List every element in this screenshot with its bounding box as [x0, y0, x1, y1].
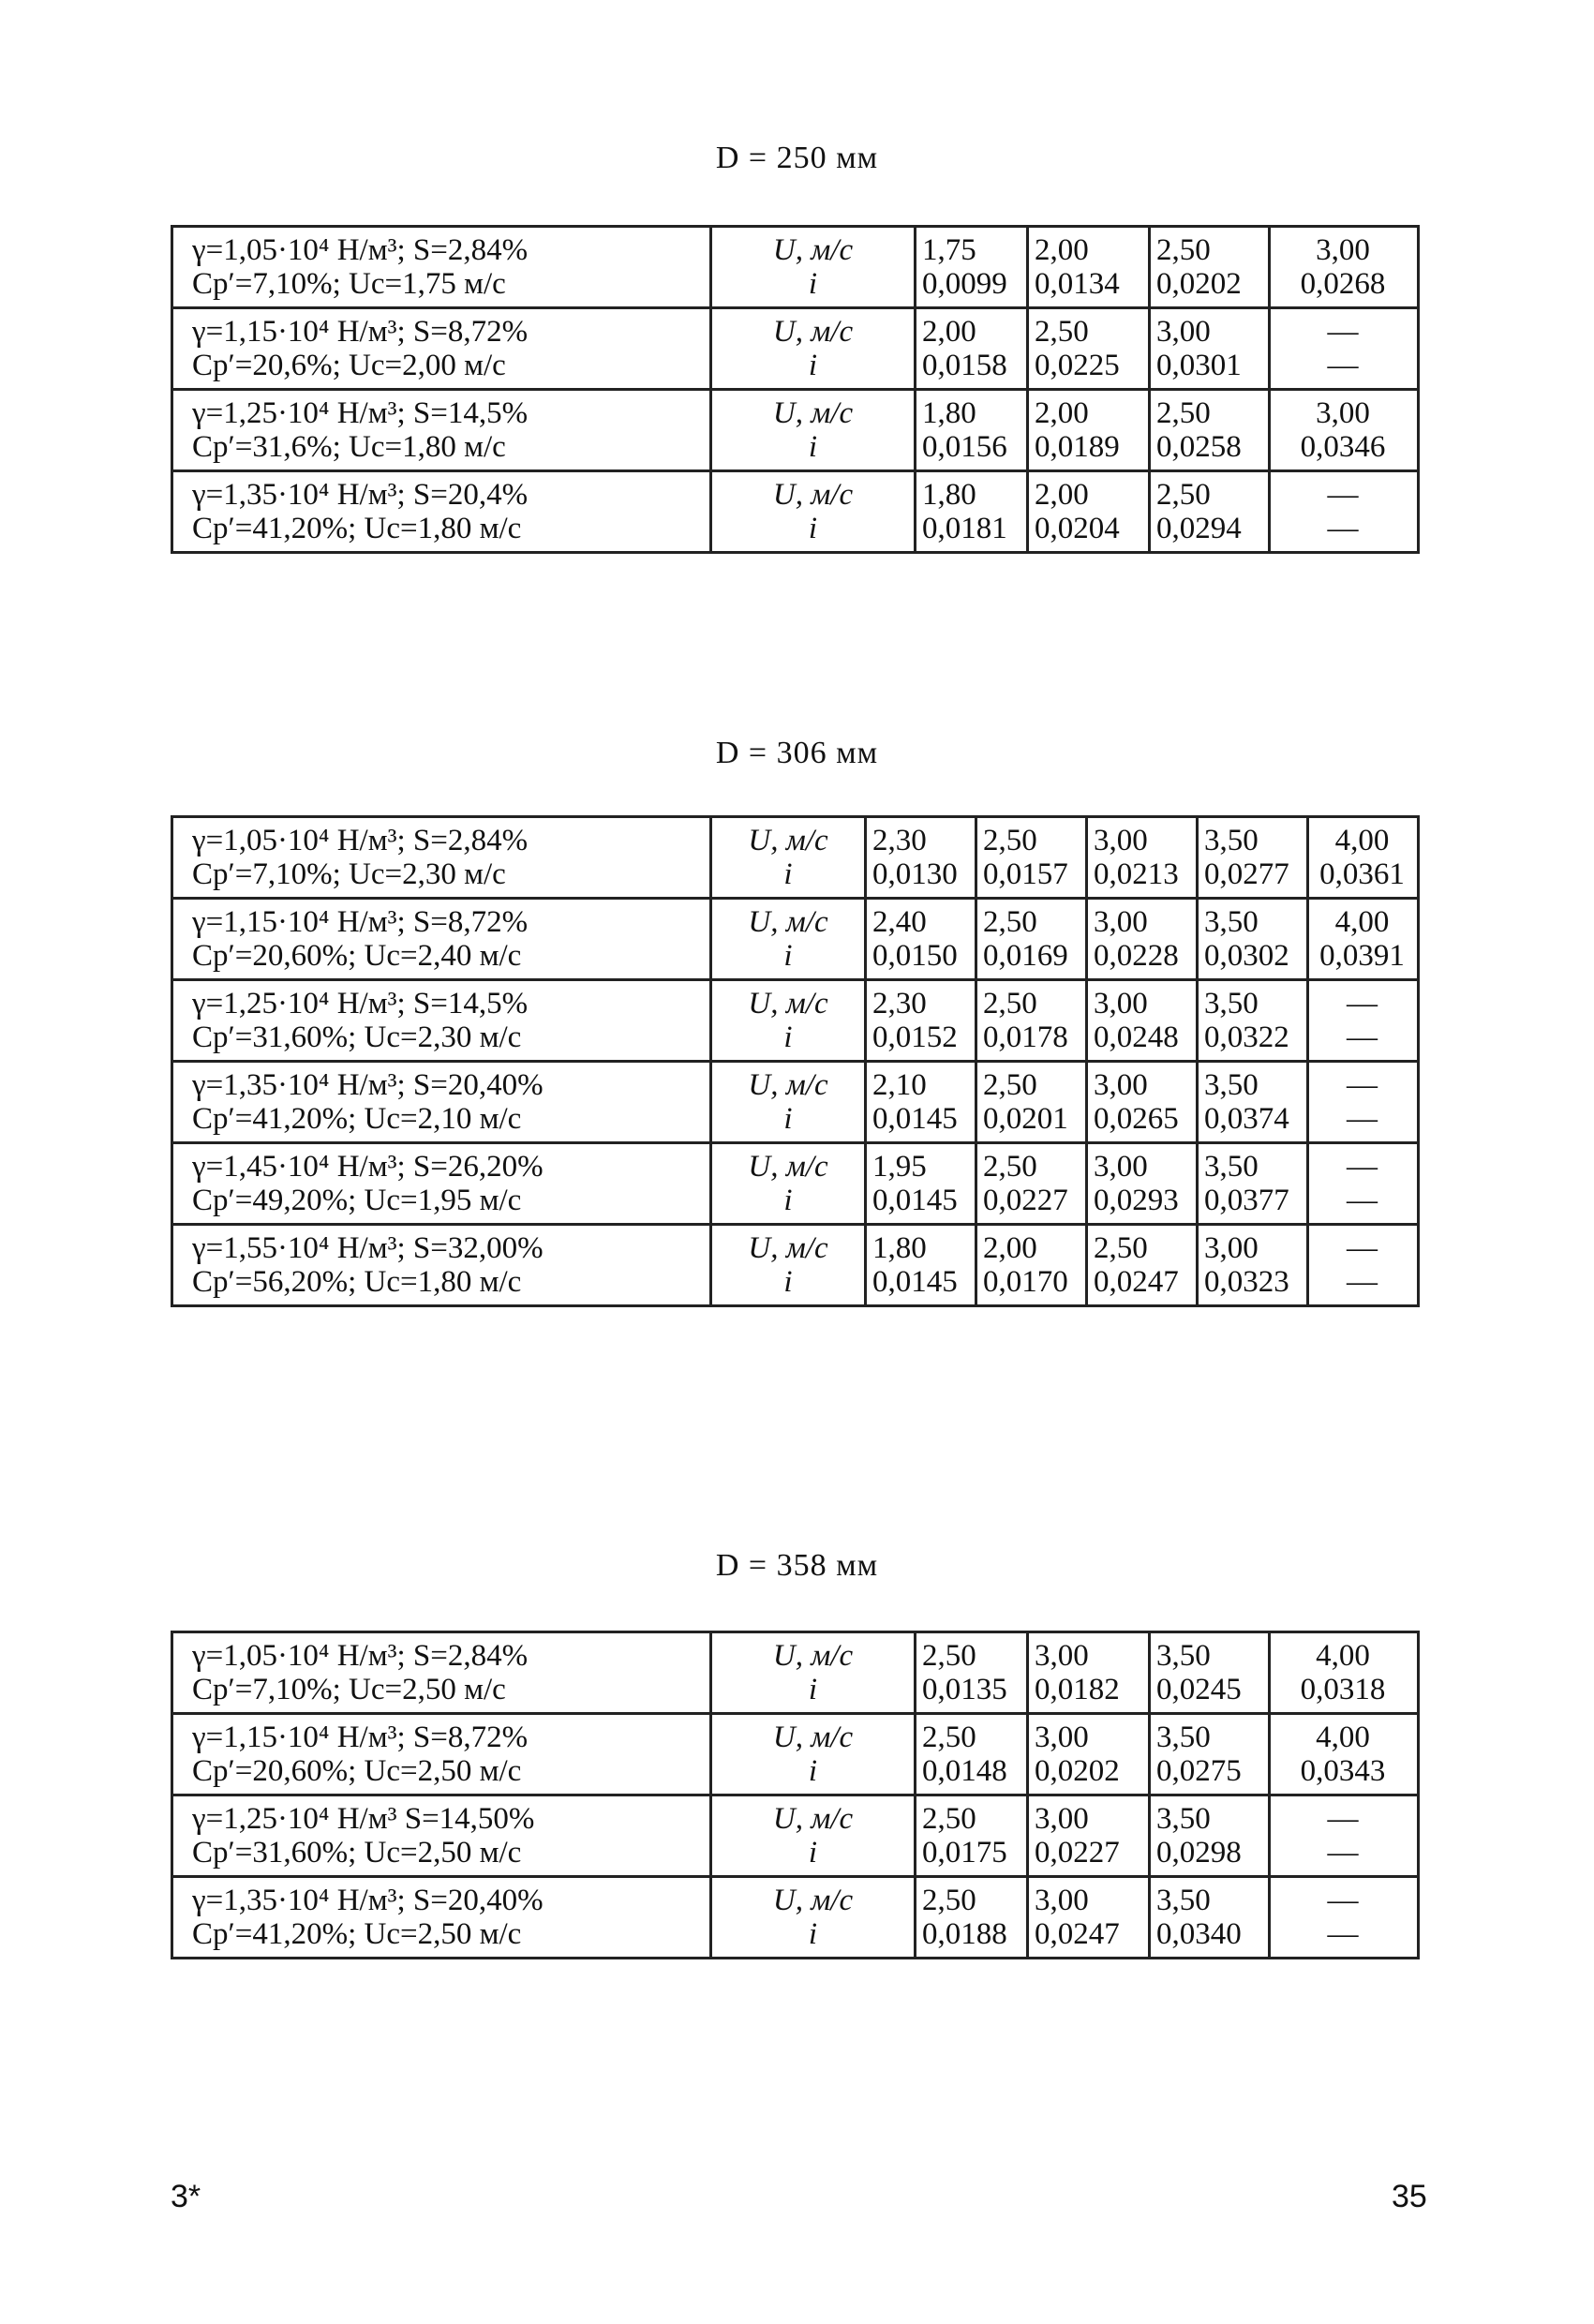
velocity-value: 4,00 [1334, 905, 1390, 939]
velocity-value: 2,30 [872, 824, 927, 857]
gradient-value: 0,0298 [1156, 1836, 1242, 1870]
velocity-value: 3,00 [1035, 1639, 1089, 1673]
gradient-value: 0,0152 [872, 1020, 958, 1054]
value-cell [1150, 390, 1270, 471]
value-cell [866, 980, 976, 1062]
value-cell [1028, 1632, 1150, 1714]
gradient-value: 0,0228 [1094, 939, 1179, 973]
gradient-value: 0,0181 [922, 512, 1007, 545]
params-cell [172, 1714, 711, 1795]
footer-signature-mark: 3* [171, 2179, 201, 2214]
velocity-value: 2,50 [1094, 1231, 1148, 1265]
gradient-value: 0,0189 [1035, 430, 1120, 464]
velocity-value: 2,50 [983, 1150, 1037, 1184]
params-line: γ=1,15·10⁴ Н/м³; S=8,72% [192, 1721, 529, 1754]
params-line: γ=1,05·10⁴ Н/м³; S=2,84% [192, 233, 529, 267]
params-line: γ=1,05·10⁴ Н/м³; S=2,84% [192, 1639, 529, 1673]
velocity-value: 3,00 [1094, 824, 1148, 857]
params-cell [172, 1225, 711, 1306]
gradient-value: 0,0145 [872, 1184, 958, 1217]
velocity-value: — [1327, 1802, 1359, 1836]
table-row [172, 1877, 1419, 1959]
gradient-value: 0,0301 [1156, 349, 1242, 382]
params-line: γ=1,15·10⁴ Н/м³; S=8,72% [192, 315, 529, 349]
params-line: Cp′=41,20%; Uc=1,80 м/с [192, 512, 522, 545]
gradient-value: 0,0265 [1094, 1102, 1179, 1136]
gradient-label: i [808, 512, 818, 545]
gradient-value: 0,0247 [1094, 1265, 1179, 1299]
value-cell [1198, 1143, 1308, 1225]
gradient-label: i [783, 1184, 793, 1217]
value-cell [1198, 899, 1308, 980]
value-cell [1270, 1714, 1419, 1795]
velocity-value: 2,00 [983, 1231, 1037, 1265]
gradient-value: 0,0302 [1204, 939, 1289, 973]
table-row [172, 1632, 1419, 1714]
value-cell [1308, 899, 1419, 980]
velocity-value: 3,50 [1156, 1639, 1211, 1673]
value-cell [1087, 1225, 1198, 1306]
velocity-value: 2,50 [922, 1802, 976, 1836]
gradient-label: i [808, 1917, 818, 1951]
velocity-value: 3,50 [1204, 987, 1259, 1020]
value-cell [916, 227, 1028, 308]
gradient-value: 0,0361 [1319, 857, 1405, 891]
velocity-label: U, м/с [748, 1068, 828, 1102]
value-cell [1198, 1225, 1308, 1306]
gradient-value: 0,0275 [1156, 1754, 1242, 1788]
value-cell [916, 308, 1028, 390]
velocity-value: 2,30 [872, 987, 927, 1020]
gradient-value: 0,0374 [1204, 1102, 1289, 1136]
label-cell [711, 308, 916, 390]
params-line: γ=1,45·10⁴ Н/м³; S=26,20% [192, 1150, 544, 1184]
value-cell [1308, 817, 1419, 899]
value-cell [866, 1143, 976, 1225]
params-cell [172, 899, 711, 980]
gradient-label: i [783, 1102, 793, 1136]
value-cell [976, 980, 1087, 1062]
params-cell [172, 1143, 711, 1225]
gradient-value: 0,0157 [983, 857, 1068, 891]
table-row [172, 817, 1419, 899]
value-cell [1270, 227, 1419, 308]
velocity-value: 1,80 [922, 478, 976, 512]
params-line: γ=1,25·10⁴ Н/м³; S=14,5% [192, 396, 529, 430]
value-cell [866, 1062, 976, 1143]
label-cell [711, 817, 866, 899]
velocity-value: 3,00 [1035, 1884, 1089, 1917]
value-cell [1028, 390, 1150, 471]
gradient-value: — [1327, 1836, 1359, 1870]
velocity-value: 3,00 [1094, 987, 1148, 1020]
data-table [171, 815, 1420, 1307]
value-cell [1308, 1225, 1419, 1306]
velocity-label: U, м/с [772, 233, 854, 267]
params-cell [172, 1632, 711, 1714]
params-line: γ=1,25·10⁴ Н/м³ S=14,50% [192, 1802, 535, 1836]
velocity-value: — [1347, 1068, 1378, 1102]
label-cell [711, 1632, 916, 1714]
velocity-value: 1,80 [922, 396, 976, 430]
velocity-value: 2,50 [1156, 233, 1211, 267]
value-cell [1198, 817, 1308, 899]
table-row [172, 899, 1419, 980]
gradient-value: — [1327, 349, 1359, 382]
label-cell [711, 1062, 866, 1143]
table-row [172, 1062, 1419, 1143]
velocity-value: 2,00 [1035, 396, 1089, 430]
gradient-value: 0,0188 [922, 1917, 1007, 1951]
value-cell [1198, 980, 1308, 1062]
gradient-value: 0,0202 [1156, 267, 1242, 301]
params-line: γ=1,35·10⁴ Н/м³; S=20,4% [192, 478, 529, 512]
table-row [172, 308, 1419, 390]
gradient-value: — [1347, 1020, 1378, 1054]
velocity-value: 1,95 [872, 1150, 927, 1184]
gradient-value: 0,0322 [1204, 1020, 1289, 1054]
params-line: γ=1,35·10⁴ Н/м³; S=20,40% [192, 1068, 544, 1102]
gradient-value: 0,0213 [1094, 857, 1179, 891]
gradient-label: i [808, 267, 818, 301]
value-cell [1087, 1062, 1198, 1143]
velocity-value: 2,40 [872, 905, 927, 939]
data-table [171, 225, 1420, 554]
value-cell [1150, 1714, 1270, 1795]
gradient-value: 0,0099 [922, 267, 1007, 301]
gradient-value: 0,0202 [1035, 1754, 1120, 1788]
velocity-value: 2,50 [983, 824, 1037, 857]
velocity-value: 3,50 [1204, 905, 1259, 939]
velocity-value: 3,50 [1156, 1721, 1211, 1754]
gradient-label: i [808, 1754, 818, 1788]
velocity-value: — [1347, 1150, 1378, 1184]
params-line: Cp′=20,60%; Uc=2,40 м/с [192, 939, 522, 973]
value-cell [916, 471, 1028, 553]
velocity-label: U, м/с [772, 1721, 854, 1754]
value-cell [976, 1225, 1087, 1306]
value-cell [1270, 390, 1419, 471]
velocity-label: U, м/с [748, 1231, 828, 1265]
gradient-value: 0,0175 [922, 1836, 1007, 1870]
velocity-value: 2,50 [922, 1639, 976, 1673]
velocity-value: 1,75 [922, 233, 976, 267]
gradient-value: 0,0158 [922, 349, 1007, 382]
velocity-value: — [1347, 987, 1378, 1020]
gradient-value: 0,0391 [1319, 939, 1405, 973]
params-line: Cp′=31,6%; Uc=1,80 м/с [192, 430, 506, 464]
gradient-value: — [1347, 1184, 1378, 1217]
velocity-label: U, м/с [772, 1884, 854, 1917]
table-row [172, 1795, 1419, 1877]
gradient-value: 0,0204 [1035, 512, 1120, 545]
value-cell [1270, 471, 1419, 553]
value-cell [1150, 1877, 1270, 1959]
params-line: Cp′=20,60%; Uc=2,50 м/с [192, 1754, 522, 1788]
label-cell [711, 899, 866, 980]
value-cell [1087, 899, 1198, 980]
section-title: D = 358 мм [715, 1548, 879, 1583]
gradient-value: 0,0293 [1094, 1184, 1179, 1217]
value-cell [916, 1795, 1028, 1877]
params-cell [172, 390, 711, 471]
velocity-value: 3,00 [1035, 1802, 1089, 1836]
table-row [172, 1143, 1419, 1225]
label-cell [711, 1225, 866, 1306]
velocity-value: 3,00 [1035, 1721, 1089, 1754]
params-line: γ=1,55·10⁴ Н/м³; S=32,00% [192, 1231, 544, 1265]
params-line: γ=1,25·10⁴ Н/м³; S=14,5% [192, 987, 529, 1020]
gradient-value: 0,0258 [1156, 430, 1242, 464]
velocity-value: 3,50 [1156, 1802, 1211, 1836]
velocity-label: U, м/с [772, 315, 854, 349]
params-line: γ=1,15·10⁴ Н/м³; S=8,72% [192, 905, 529, 939]
velocity-label: U, м/с [748, 987, 828, 1020]
gradient-value: 0,0268 [1300, 267, 1386, 301]
velocity-value: 2,50 [922, 1884, 976, 1917]
table-row [172, 980, 1419, 1062]
gradient-value: 0,0227 [1035, 1836, 1120, 1870]
gradient-value: 0,0135 [922, 1673, 1007, 1706]
velocity-value: — [1327, 315, 1359, 349]
params-cell [172, 1877, 711, 1959]
velocity-value: 1,80 [872, 1231, 927, 1265]
gradient-label: i [808, 430, 818, 464]
velocity-value: 3,00 [1156, 315, 1211, 349]
velocity-label: U, м/с [748, 905, 828, 939]
params-line: Cp′=41,20%; Uc=2,10 м/с [192, 1102, 522, 1136]
value-cell [1150, 308, 1270, 390]
label-cell [711, 1143, 866, 1225]
value-cell [866, 1225, 976, 1306]
value-cell [916, 1632, 1028, 1714]
velocity-value: 4,00 [1316, 1721, 1370, 1754]
velocity-value: 3,00 [1204, 1231, 1259, 1265]
label-cell [711, 1714, 916, 1795]
params-cell [172, 980, 711, 1062]
value-cell [1270, 308, 1419, 390]
value-cell [1087, 817, 1198, 899]
table-row [172, 227, 1419, 308]
value-cell [976, 1062, 1087, 1143]
gradient-value: 0,0343 [1300, 1754, 1386, 1788]
params-line: Cp′=31,60%; Uc=2,50 м/с [192, 1836, 522, 1870]
section-title: D = 250 мм [715, 141, 879, 175]
velocity-value: 3,00 [1316, 396, 1370, 430]
velocity-value: 2,50 [1156, 478, 1211, 512]
params-line: γ=1,05·10⁴ Н/м³; S=2,84% [192, 824, 529, 857]
velocity-label: U, м/с [772, 478, 854, 512]
value-cell [1198, 1062, 1308, 1143]
gradient-label: i [783, 857, 793, 891]
table-row [172, 471, 1419, 553]
params-line: Cp′=7,10%; Uc=2,30 м/с [192, 857, 506, 891]
value-cell [916, 1877, 1028, 1959]
value-cell [1150, 227, 1270, 308]
velocity-value: 2,00 [1035, 233, 1089, 267]
value-cell [916, 1714, 1028, 1795]
gradient-value: 0,0248 [1094, 1020, 1179, 1054]
gradient-value: — [1327, 512, 1359, 545]
value-cell [1308, 1062, 1419, 1143]
value-cell [1028, 1877, 1150, 1959]
params-line: Cp′=7,10%; Uc=1,75 м/с [192, 267, 506, 301]
value-cell [976, 817, 1087, 899]
params-line: Cp′=49,20%; Uc=1,95 м/с [192, 1184, 522, 1217]
value-cell [1150, 1632, 1270, 1714]
gradient-value: — [1327, 1917, 1359, 1951]
gradient-value: 0,0145 [872, 1102, 958, 1136]
velocity-value: 3,50 [1204, 824, 1259, 857]
value-cell [1308, 980, 1419, 1062]
value-cell [976, 899, 1087, 980]
gradient-value: — [1347, 1265, 1378, 1299]
value-cell [976, 1143, 1087, 1225]
gradient-value: 0,0340 [1156, 1917, 1242, 1951]
velocity-value: 2,00 [922, 315, 976, 349]
label-cell [711, 1877, 916, 1959]
velocity-value: 2,50 [922, 1721, 976, 1754]
gradient-label: i [783, 1265, 793, 1299]
params-cell [172, 308, 711, 390]
gradient-value: 0,0245 [1156, 1673, 1242, 1706]
gradient-value: 0,0346 [1300, 430, 1386, 464]
gradient-label: i [808, 1836, 818, 1870]
params-cell [172, 1795, 711, 1877]
value-cell [1028, 227, 1150, 308]
velocity-value: 2,50 [983, 1068, 1037, 1102]
velocity-label: U, м/с [772, 1639, 854, 1673]
value-cell [916, 390, 1028, 471]
value-cell [1028, 1795, 1150, 1877]
value-cell [1150, 471, 1270, 553]
params-cell [172, 471, 711, 553]
gradient-value: 0,0170 [983, 1265, 1068, 1299]
gradient-label: i [808, 1673, 818, 1706]
data-table [171, 1631, 1420, 1959]
label-cell [711, 390, 916, 471]
table-row [172, 1225, 1419, 1306]
params-line: Cp′=7,10%; Uc=2,50 м/с [192, 1673, 506, 1706]
gradient-value: 0,0169 [983, 939, 1068, 973]
velocity-label: U, м/с [748, 1150, 828, 1184]
velocity-value: 2,50 [983, 905, 1037, 939]
label-cell [711, 980, 866, 1062]
gradient-value: 0,0145 [872, 1265, 958, 1299]
gradient-label: i [808, 349, 818, 382]
params-cell [172, 227, 711, 308]
params-line: Cp′=20,6%; Uc=2,00 м/с [192, 349, 506, 382]
params-line: Cp′=56,20%; Uc=1,80 м/с [192, 1265, 522, 1299]
velocity-value: 4,00 [1334, 824, 1390, 857]
velocity-value: 3,00 [1094, 1068, 1148, 1102]
velocity-value: 3,50 [1156, 1884, 1211, 1917]
value-cell [866, 899, 976, 980]
label-cell [711, 227, 916, 308]
gradient-value: 0,0156 [922, 430, 1007, 464]
velocity-value: 3,00 [1094, 905, 1148, 939]
gradient-value: 0,0277 [1204, 857, 1289, 891]
gradient-value: 0,0130 [872, 857, 958, 891]
params-cell [172, 1062, 711, 1143]
value-cell [1028, 471, 1150, 553]
gradient-value: — [1347, 1102, 1378, 1136]
value-cell [1308, 1143, 1419, 1225]
velocity-value: 3,00 [1094, 1150, 1148, 1184]
value-cell [1270, 1877, 1419, 1959]
velocity-value: 2,00 [1035, 478, 1089, 512]
gradient-value: 0,0134 [1035, 267, 1120, 301]
velocity-value: 2,50 [983, 987, 1037, 1020]
velocity-value: 4,00 [1316, 1639, 1370, 1673]
gradient-value: 0,0323 [1204, 1265, 1289, 1299]
gradient-value: 0,0201 [983, 1102, 1068, 1136]
gradient-value: 0,0150 [872, 939, 958, 973]
section-title: D = 306 мм [715, 736, 879, 770]
velocity-value: 3,50 [1204, 1068, 1259, 1102]
gradient-value: 0,0227 [983, 1184, 1068, 1217]
value-cell [1028, 1714, 1150, 1795]
velocity-value: — [1327, 478, 1359, 512]
params-cell [172, 817, 711, 899]
page-number: 35 [1392, 2179, 1427, 2214]
value-cell [1087, 980, 1198, 1062]
gradient-label: i [783, 1020, 793, 1054]
gradient-value: 0,0247 [1035, 1917, 1120, 1951]
value-cell [1270, 1795, 1419, 1877]
gradient-value: 0,0377 [1204, 1184, 1289, 1217]
table-row [172, 1714, 1419, 1795]
label-cell [711, 471, 916, 553]
velocity-value: — [1347, 1231, 1378, 1265]
value-cell [1087, 1143, 1198, 1225]
gradient-value: 0,0225 [1035, 349, 1120, 382]
params-line: Cp′=31,60%; Uc=2,30 м/с [192, 1020, 522, 1054]
table-row [172, 390, 1419, 471]
velocity-value: 3,50 [1204, 1150, 1259, 1184]
gradient-value: 0,0182 [1035, 1673, 1120, 1706]
gradient-label: i [783, 939, 793, 973]
params-line: γ=1,35·10⁴ Н/м³; S=20,40% [192, 1884, 544, 1917]
velocity-label: U, м/с [748, 824, 828, 857]
velocity-value: 3,00 [1316, 233, 1370, 267]
gradient-value: 0,0148 [922, 1754, 1007, 1788]
velocity-label: U, м/с [772, 1802, 854, 1836]
value-cell [1270, 1632, 1419, 1714]
value-cell [866, 817, 976, 899]
gradient-value: 0,0178 [983, 1020, 1068, 1054]
label-cell [711, 1795, 916, 1877]
velocity-value: 2,50 [1035, 315, 1089, 349]
value-cell [1150, 1795, 1270, 1877]
velocity-value: — [1327, 1884, 1359, 1917]
velocity-label: U, м/с [772, 396, 854, 430]
velocity-value: 2,50 [1156, 396, 1211, 430]
params-line: Cp′=41,20%; Uc=2,50 м/с [192, 1917, 522, 1951]
velocity-value: 2,10 [872, 1068, 927, 1102]
gradient-value: 0,0294 [1156, 512, 1242, 545]
value-cell [1028, 308, 1150, 390]
gradient-value: 0,0318 [1300, 1673, 1386, 1706]
